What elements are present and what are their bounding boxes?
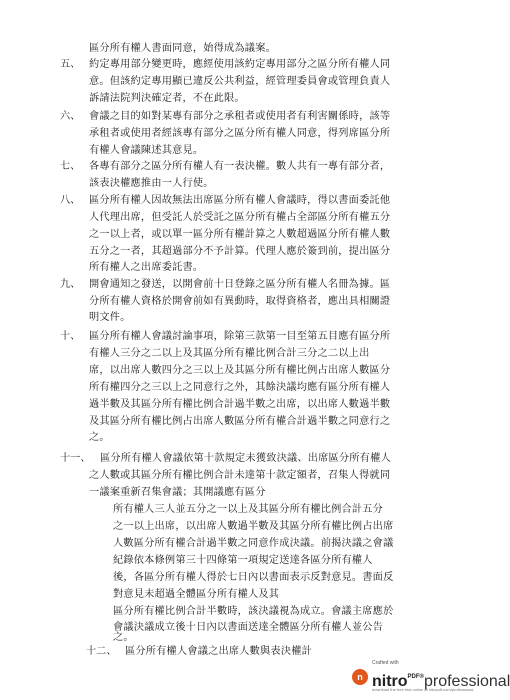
text-line: 席，以出席人數四分之三以上及其區分所有權比例占出席人數區分: [89, 365, 391, 376]
item-label-7: 七、: [60, 161, 81, 172]
text-line: 所有權四分之三以上之同意行之外，其餘決議均應有區分所有權人: [89, 382, 391, 393]
text-line: 及其區分所有權比例占出席人數區分所有權合計過半數之同意行之: [89, 416, 391, 427]
text-line: 約定專用部分變更時，應經使用該約定專用部分之區分所有權人同: [89, 59, 391, 70]
text-line: 訴請法院判決確定者，不在此限。: [89, 93, 245, 104]
item-label-9: 九、: [60, 279, 81, 290]
text-line: 所有權人三人並五分之一以上及其區分所有權比例合計五分: [113, 504, 384, 515]
text-line: 分所有權人資格於開會前如有異動時，取得資格者，應出具相關證: [89, 296, 391, 307]
text-line: 開會通知之發送，以開會前十日登錄之區分所有權人名冊為據。區: [89, 279, 391, 290]
text-line: 人代理出席，但受託人於受託之區分所有權占全部區分所有權五分: [89, 212, 391, 223]
text-line: 紀錄依本條例第三十四條第一項規定送達各區分所有權人: [113, 555, 373, 566]
text-line: 有權人三分之二以上及其區分所有權比例合計三分之二以上出: [89, 348, 370, 359]
text-line: 區分所有權人因故無法出席區分所有權人會議時，得以書面委託他: [89, 195, 391, 206]
brand-sup: PDF®: [407, 674, 424, 680]
text-line: 之。: [113, 632, 134, 643]
text-line: 各專有部分之區分所有權人有一表決權。數人共有一專有部分者，: [89, 161, 391, 172]
text-line: 會議之目的如對某專有部分之承租者或使用者有利害關係時，該等: [89, 111, 391, 122]
text-line: 意。但該約定專用顯已違反公共利益，經管理委員會或管理負責人: [89, 76, 391, 87]
text-line: 之一以上出席，以出席人數過半數及其區分所有權比例占出席: [113, 521, 394, 532]
item-label-12: 十二、: [86, 646, 117, 657]
text-line: 區分所有權人會議依第十款規定未獲致決議、出席區分所有權人: [100, 453, 391, 464]
brand-bold: nitro: [372, 673, 408, 690]
text-line: 之人數或其區分所有權比例合計未達第十款定額者，召集人得就同: [89, 470, 391, 481]
text-line: 區分所有權人書面同意，始得成為議案。: [89, 43, 276, 54]
item-label-5: 五、: [60, 59, 81, 70]
text-line: 後，各區分所有權人得於七日內以書面表示反對意見。書面反: [113, 572, 394, 583]
text-line: 有權人會議陳述其意見。: [89, 145, 204, 156]
crafted-with-label: Crafted with: [372, 660, 399, 666]
text-line: 該表決權應推由一人行使。: [89, 178, 214, 189]
text-line: 過半數及其區分所有權比例合計過半數之出席，以出席人數過半數: [89, 399, 391, 410]
text-line: 會議決議成立後十日內以書面送達全體區分所有權人並公告: [113, 622, 384, 633]
text-line: 之一以上者，或以單一區分所有權計算之人數超過區分所有權人數: [89, 229, 391, 240]
brand-light: professional: [423, 673, 510, 690]
text-line: 所有權人之出席委託書。: [89, 262, 204, 273]
text-line: 五分之一者，其超過部分不予計算。代理人應於簽到前，提出區分: [89, 246, 391, 257]
text-line: 人數區分所有權合計過半數之同意作成決議。前揭決議之會議: [113, 538, 394, 549]
text-line: 承租者或使用者經該專有部分之區分所有權人同意，得列席區分所: [89, 128, 391, 139]
item-label-10: 十、: [60, 331, 81, 342]
text-line: 對意見未超過全體區分所有權人及其: [113, 589, 280, 600]
nitro-pdf-logo: [352, 660, 510, 694]
text-line: 區分所有權人會議之出席人數與表決權計: [125, 646, 312, 657]
text-line: 區分所有權比例合計半數時，該決議視為成立。會議主席應於: [113, 606, 394, 617]
item-label-6: 六、: [60, 111, 81, 122]
text-line: 明文件。: [89, 312, 131, 323]
text-line: 一議案重新召集會議；其開議應有區分: [89, 487, 266, 498]
text-line: 之。: [89, 432, 110, 443]
item-label-8: 八、: [60, 195, 81, 206]
text-line: 區分所有權人會議討論事項，除第三款第一目至第五目應有區分所: [89, 331, 391, 342]
item-label-11: 十一、: [60, 453, 91, 464]
nitro-tagline: download the free trial online at nitropdf.com/professional: [372, 687, 474, 692]
nitro-logo-icon: n: [352, 669, 368, 685]
